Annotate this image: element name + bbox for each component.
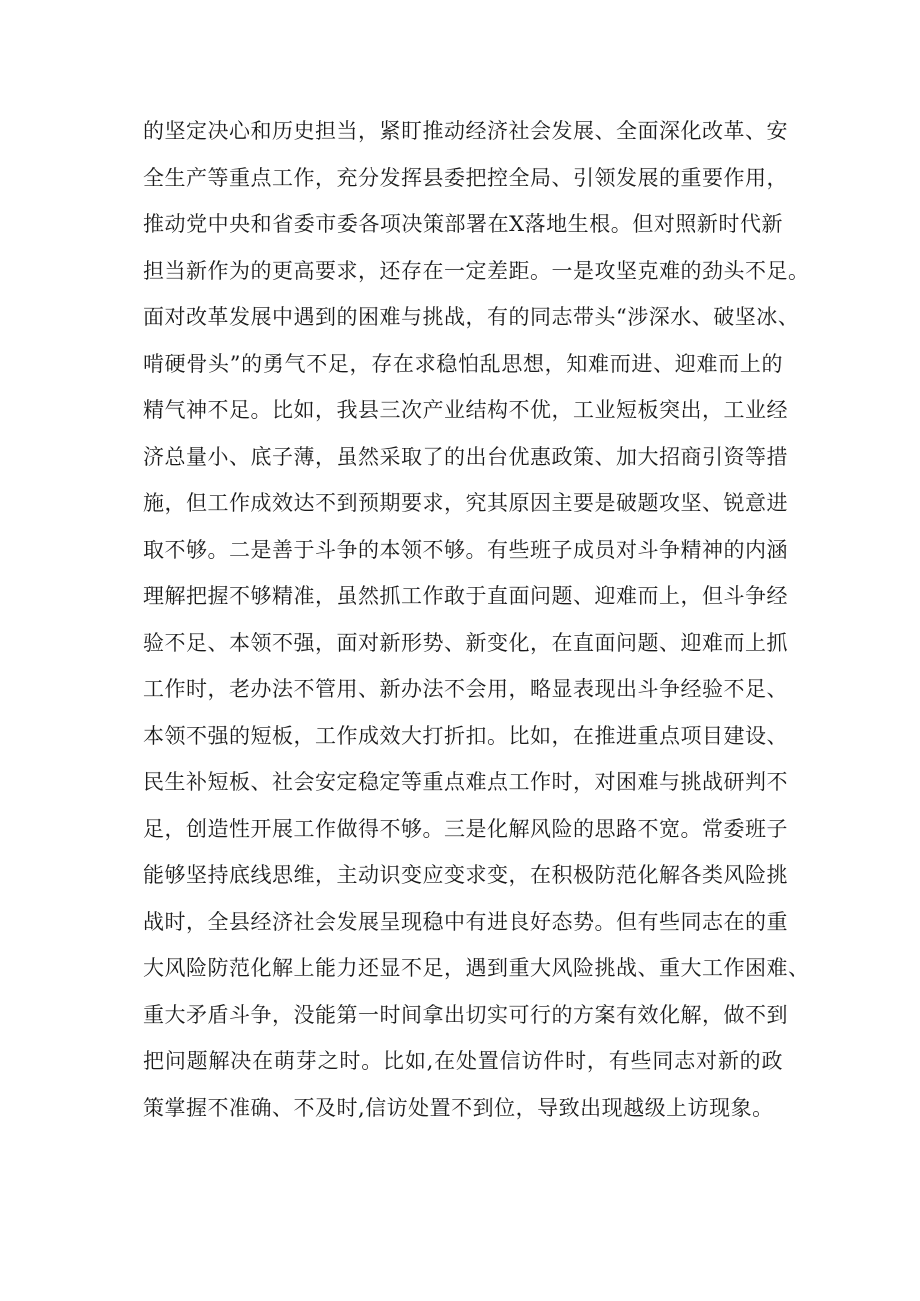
text-line-last: 策掌握不准确、不及时,信访处置不到位，导致出现越级上访现象。	[143, 1095, 774, 1120]
body-paragraph	[143, 108, 810, 1131]
text-line: 取不够。二是善于斗争的本领不够。有些班子成员对斗争精神的内涵	[143, 537, 788, 562]
text-line: 重大矛盾斗争，没能第一时间拿出切实可行的方案有效化解，做不到	[143, 1002, 788, 1027]
text-line: 担当新作为的更高要求，还存在一定差距。一是攻坚克难的劲头不足。	[143, 258, 810, 283]
text-line: 验不足、本领不强，面对新形势、新变化，在直面问题、迎难而上抓	[143, 630, 788, 655]
text-line: 全生产等重点工作，充分发挥县委把控全局、引领发展的重要作用，	[143, 165, 788, 190]
text-line: 精气神不足。比如，我县三次产业结构不优，工业短板突出，工业经	[143, 398, 788, 422]
text-line: 能够坚持底线思维，主动识变应变求变，在积极防范化解各类风险挑	[143, 863, 788, 887]
text-line: 的坚定决心和历史担当，紧盯推动经济社会发展、全面深化改革、安	[143, 119, 788, 143]
text-line: 工作时，老办法不管用、新办法不会用，略显表现出斗争经验不足、	[143, 677, 788, 701]
text-line: 战时，全县经济社会发展呈现稳中有进良好态势。但有些同志在的重	[143, 909, 788, 934]
text-line: 啃硬骨头”的勇气不足，存在求稳怕乱思想，知难而进、迎难而上的	[143, 351, 783, 376]
text-line: 把问题解决在萌芽之时。比如,在处置信访件时，有些同志对新的政	[143, 1049, 783, 1073]
text-line: 足，创造性开展工作做得不够。三是化解风险的思路不宽。常委班子	[143, 816, 788, 841]
text-line: 推动党中央和省委市委各项决策部署在X落地生根。但对照新时代新	[143, 212, 783, 236]
text-line: 施，但工作成效达不到预期要求，究其原因主要是破题攻坚、锐意进	[143, 491, 788, 515]
text-line: 理解把握不够精准，虽然抓工作敢于直面问题、迎难而上，但斗争经	[143, 584, 788, 608]
text-line: 面对改革发展中遇到的困难与挑战，有的同志带头“涉深水、破坚冰、	[143, 305, 800, 329]
text-line: 民生补短板、社会安定稳定等重点难点工作时，对困难与挑战研判不	[143, 770, 788, 794]
text-line: 本领不强的短板，工作成效大打折扣。比如，在推进重点项目建设、	[143, 723, 788, 748]
text-line: 大风险防范化解上能力还显不足，遇到重大风险挑战、重大工作困难、	[143, 956, 810, 980]
text-line: 济总量小、底子薄，虽然采取了的出台优惠政策、加大招商引资等措	[143, 444, 788, 469]
